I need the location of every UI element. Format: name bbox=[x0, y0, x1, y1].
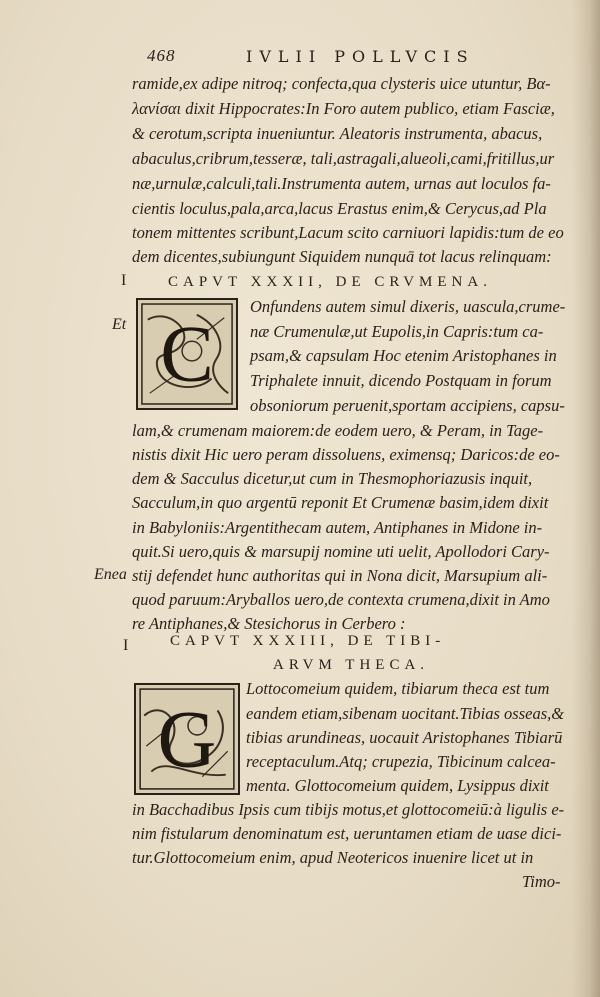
text-line: Triphalete innuit, dicendo Postquam in forum bbox=[250, 371, 552, 390]
text-line: psam,& capsulam Hoc etenim Aristophanes in bbox=[250, 346, 557, 365]
running-header bbox=[147, 46, 547, 66]
page-number: 468 bbox=[147, 46, 176, 65]
page-edge-shadow bbox=[572, 0, 600, 997]
text-line: næ Crumenulæ,ut Eupolis,in Capris:tum ca- bbox=[250, 322, 544, 341]
decorated-initial-c bbox=[136, 298, 238, 410]
section-heading-continued: ARVM THECA. bbox=[273, 657, 430, 673]
text-line: abaculus,cribrum,tesseræ, tali,astragali,alueoli,cami,fritillus,ur bbox=[132, 149, 555, 168]
text-line: Onfundens autem simul dixeris, uascula,crume- bbox=[250, 297, 566, 316]
text-line: & cerotum,scripta inueniuntur. Aleatoris instrumenta, abacus, bbox=[132, 124, 543, 143]
text-line: ramide,ex adipe nitroq; confecta,qua clysteris uice utuntur, Βα- bbox=[132, 74, 551, 93]
svg-text:C: C bbox=[160, 309, 214, 399]
decorated-initial-g bbox=[134, 683, 240, 795]
running-title: IVLII POLLVCIS bbox=[246, 47, 475, 66]
text-line: Sacculum,in quo argentū reponit Et Crumenæ basim,idem dixit bbox=[132, 493, 549, 512]
text-line: quod paruum:Aryballos uero,de contexta crumena,dixit in Amo bbox=[132, 590, 550, 609]
section-heading: CAPVT XXXII, DE CRVMENA. bbox=[168, 274, 492, 290]
text-line: cientis loculus,pala,arca,lacus Erastus enim,& Cerycus,ad Pla bbox=[132, 199, 547, 218]
margin-note: Et bbox=[112, 316, 127, 333]
text-line: receptaculum.Atq; crupezia, Tibicinum calcea- bbox=[246, 752, 556, 771]
text-line: stij defendet hunc authoritas qui in Nona dicit, Marsupium ali- bbox=[132, 566, 548, 585]
catchword: Timo- bbox=[522, 872, 561, 891]
text-line: nistis dixit Hic uero peram dissoluens, eximensq; Daricos:de eo- bbox=[132, 445, 560, 464]
text-line: in Bacchadibus Ipsis cum tibijs motus,et glottocomeiū:à ligulis e- bbox=[132, 800, 565, 819]
svg-text:G: G bbox=[157, 693, 217, 785]
margin-note: Enea bbox=[94, 566, 127, 583]
section-heading: CAPVT XXXIII, DE TIBI- bbox=[170, 633, 446, 649]
section-number: I bbox=[123, 637, 129, 654]
text-line: tibias arundineas, uocauit Aristophanes Tibiarū bbox=[246, 728, 563, 747]
text-line: obsoniorum peruenit,sportam accipiens, capsu- bbox=[250, 396, 565, 415]
text-line: in Babyloniis:Argentithecam autem, Antiphanes in Midone in- bbox=[132, 518, 543, 537]
text-line: dem & Sacculus dicetur,ut cum in Thesmophoriazusis inquit, bbox=[132, 469, 533, 488]
text-line: quit.Si uero,quis & marsupij nomine uti uelit, Apollodori Cary- bbox=[132, 542, 550, 561]
text-line: menta. Glottocomeium quidem, Lysippus dixit bbox=[246, 776, 549, 795]
text-line: nim fistularum denominatum est, ueruntamen etiam de uase dici- bbox=[132, 824, 562, 843]
ornament-icon bbox=[138, 300, 236, 408]
text-line: tur.Glottocomeium enim, apud Neotericos inuenire licet ut in bbox=[132, 848, 534, 867]
text-line: eandem etiam,sibenam uocitant.Tibias osseas,& bbox=[246, 704, 565, 723]
text-line: re Antiphanes,& Stesichorus in Cerbero : bbox=[132, 614, 406, 633]
ornament-icon bbox=[136, 685, 238, 793]
text-line: λανίσαι dixit Hippocrates:In Foro autem publico, etiam Fasciæ, bbox=[132, 99, 555, 118]
text-line: lam,& crumenam maiorem:de eodem uero, & Peram, in Tage- bbox=[132, 421, 544, 440]
text-line: tonem mittentes scribunt,Lacum scito carniuori lapidis:tum de eo bbox=[132, 223, 564, 242]
section-number: I bbox=[121, 272, 127, 289]
text-line: Lottocomeium quidem, tibiarum theca est tum bbox=[246, 679, 550, 698]
text-line: dem dicentes,subiungunt Siquidem nunquā tot lacus relinquam: bbox=[132, 247, 552, 266]
text-line: næ,urnulæ,calculi,tali.Instrumenta autem, urnas aut loculos fa- bbox=[132, 174, 551, 193]
